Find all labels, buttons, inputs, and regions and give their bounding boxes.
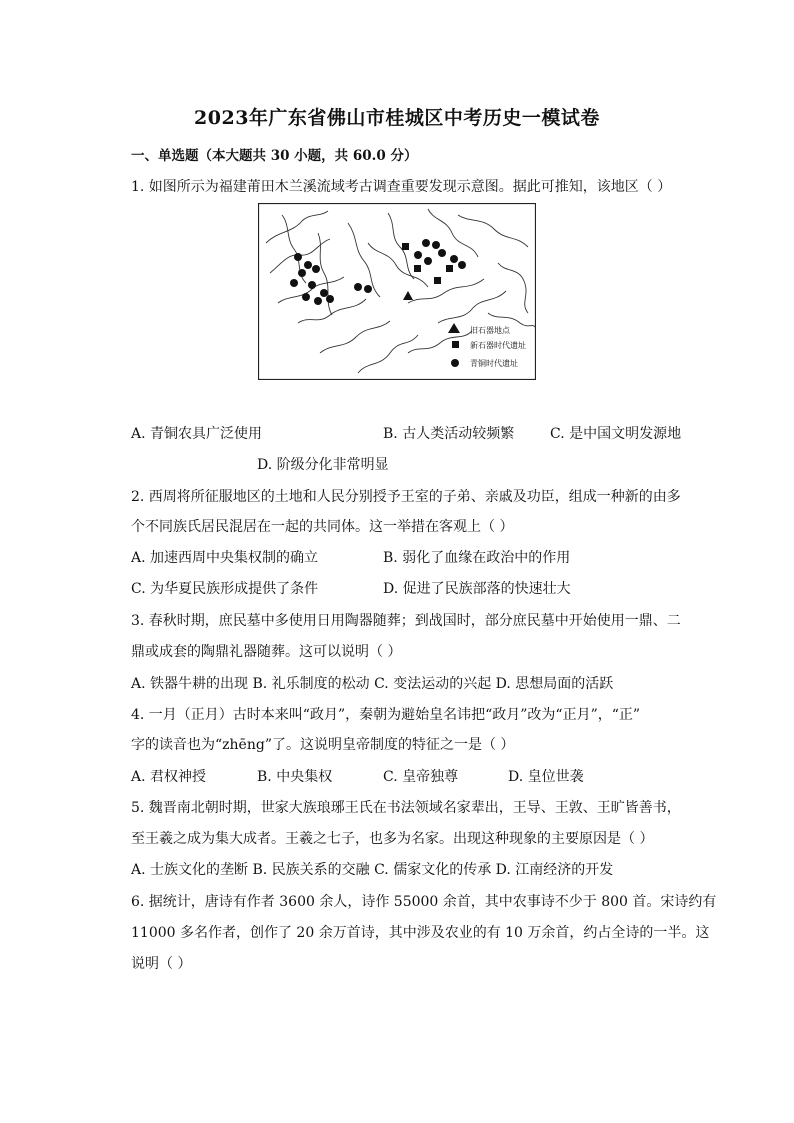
q1-option-c[interactable]: C. 是中国文明发源地: [550, 426, 682, 442]
section-heading: 一、单选题（本大题共 30 小题，共 60.0 分）: [131, 148, 418, 164]
legend-neolithic-label: 新石器时代遗址: [470, 341, 526, 350]
q3-options[interactable]: A. 铁器牛耕的出现 B. 礼乐制度的松动 C. 变法运动的兴起 D. 思想局面的活跃: [131, 676, 614, 692]
q4-option-d[interactable]: D. 皇位世袭: [508, 769, 584, 785]
q1-option-b[interactable]: B. 古人类活动较频繁: [383, 426, 515, 442]
q2-option-a[interactable]: A. 加速西周中央集权制的确立: [131, 550, 319, 566]
question-6-stem-line-1: 6. 据统计，唐诗有作者 3600 余人，诗作 55000 余首，其中农事诗不少于 800 首。宋诗约有: [131, 894, 717, 910]
question-6-stem-line-2: 11000 多名作者，创作了 20 余万首诗，其中涉及农业的有 10 万余首，约占全诗的一半。这: [131, 925, 710, 941]
q4-option-b[interactable]: B. 中央集权: [257, 769, 333, 785]
q4-option-a[interactable]: A. 君权神授: [131, 769, 207, 785]
question-5-stem-line-1: 5. 魏晋南北朝时期，世家大族琅琊王氏在书法领域名家辈出，王导、王敦、王旷皆善书，: [131, 800, 681, 816]
question-6-stem-line-3: 说明（ ）: [131, 956, 192, 972]
q1-option-a[interactable]: A. 青铜农具广泛使用: [131, 426, 263, 442]
question-3-stem-line-1: 3. 春秋时期，庶民墓中多使用日用陶器随葬；到战国时，部分庶民墓中开始使用一鼎、二: [131, 613, 681, 629]
archaeology-map: [258, 203, 536, 380]
question-5-stem-line-2: 至王羲之成为集大成者。王羲之七子，也多为名家。出现这种现象的主要原因是（ ）: [131, 831, 654, 847]
question-3-stem-line-2: 鼎或成套的陶鼎礼器随葬。这可以说明（ ）: [131, 644, 402, 660]
question-1-stem: 1. 如图所示为福建莆田木兰溪流域考古调查重要发现示意图。据此可推知，该地区（ ）: [131, 179, 672, 195]
q2-option-c[interactable]: C. 为华夏民族形成提供了条件: [131, 581, 319, 597]
legend-paleolithic-label: 旧石器地点: [470, 326, 510, 335]
question-4-stem-line-1: 4. 一月（正月）古时本来叫“政月”，秦朝为避始皇名讳把“政月”改为“正月”，“正”: [131, 707, 641, 723]
q4-option-c[interactable]: C. 皇帝独尊: [383, 769, 459, 785]
question-2-stem-line-1: 2. 西周将所征服地区的土地和人民分别授予王室的子弟、亲戚及功臣，组成一种新的由多: [131, 489, 681, 505]
q5-options[interactable]: A. 士族文化的垄断 B. 民族关系的交融 C. 儒家文化的传承 D. 江南经济的开发: [131, 862, 614, 878]
legend-bronze-age-label: 青铜时代遗址: [470, 359, 518, 368]
q2-option-d[interactable]: D. 促进了民族部落的快速壮大: [383, 581, 571, 597]
question-2-stem-line-2: 个不同族氏居民混居在一起的共同体。这一举措在客观上（ ）: [131, 519, 514, 535]
page-title: 2023年广东省佛山市桂城区中考历史一模试卷: [194, 107, 600, 129]
q1-option-d[interactable]: D. 阶级分化非常明显: [257, 457, 389, 473]
question-4-stem-line-2: 字的读音也为“zhēng”了。这说明皇帝制度的特征之一是（ ）: [131, 737, 515, 753]
q2-option-b[interactable]: B. 弱化了血缘在政治中的作用: [383, 550, 571, 566]
